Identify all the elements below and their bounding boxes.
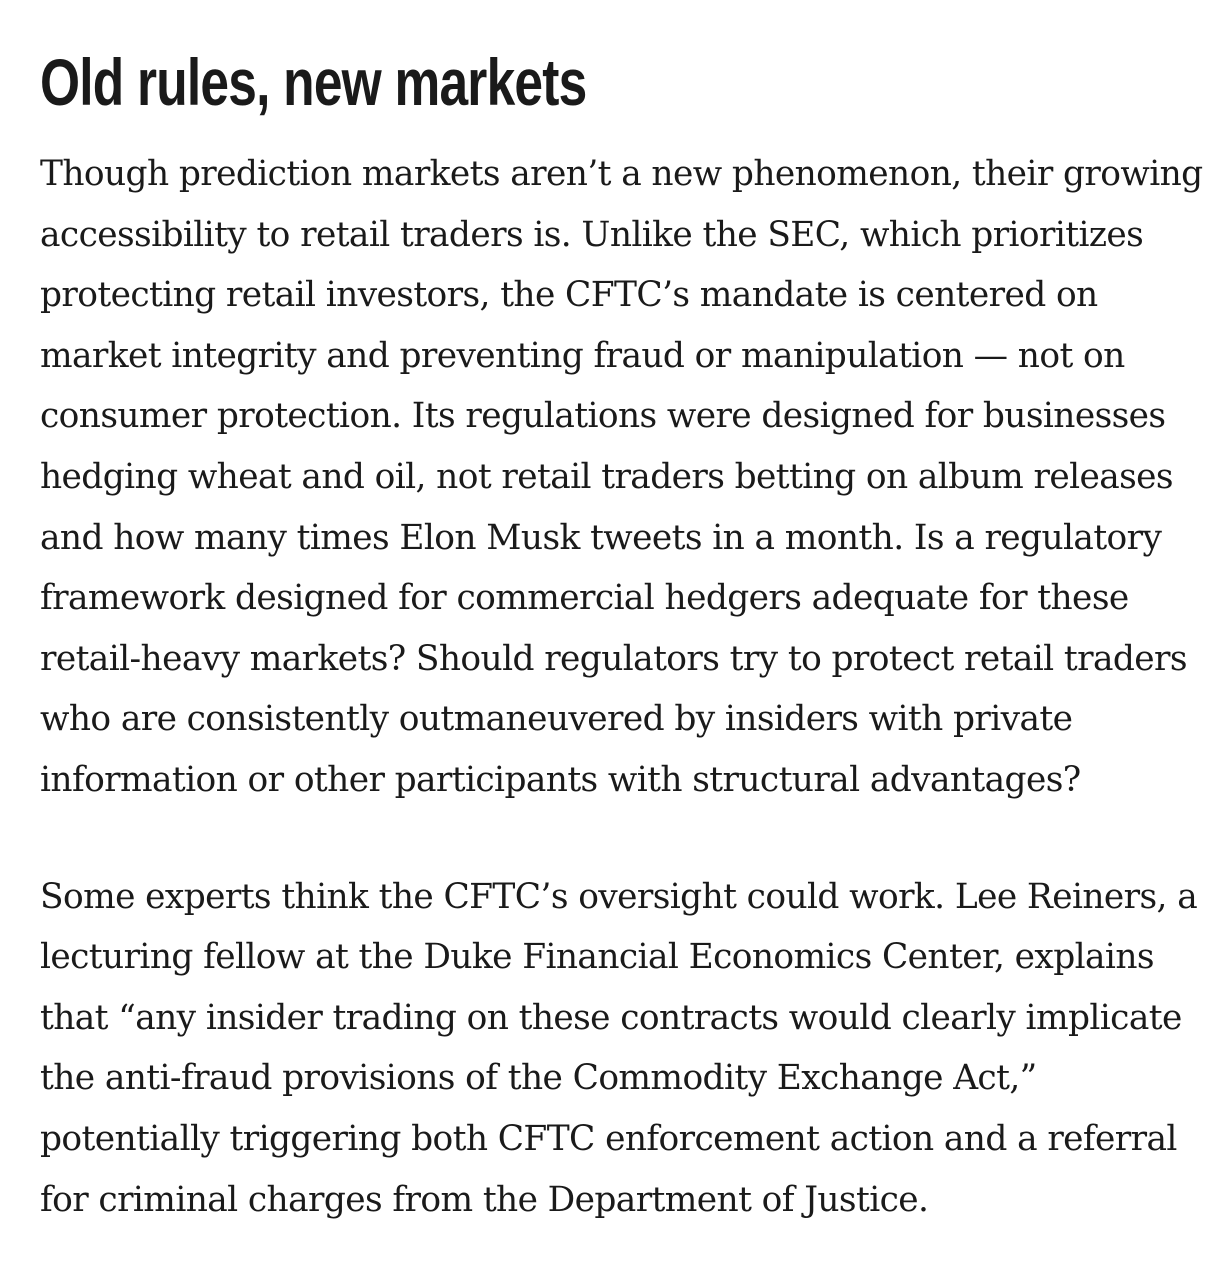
paragraph-line: lecturing fellow at the Duke Financial Economics Center, explains	[40, 937, 1154, 978]
paragraph-line: market integrity and preventing fraud or manipulation — not on	[40, 335, 1125, 376]
paragraph-line: accessibility to retail traders is. Unlike the SEC, which prioritizes	[40, 214, 1144, 255]
paragraph-line: potentially triggering both CFTC enforcement action and a referral	[40, 1118, 1177, 1159]
paragraph-line: consumer protection. Its regulations were designed for businesses	[40, 396, 1166, 437]
article-section	[40, 38, 1210, 1230]
paragraph-line: who are consistently outmaneuvered by insiders with private	[40, 699, 1073, 740]
paragraph-line: retail-heavy markets? Should regulators try to protect retail traders	[40, 638, 1187, 679]
paragraph-line: the anti-fraud provisions of the Commodity Exchange Act,”	[40, 1058, 1037, 1099]
paragraph-line: that “any insider trading on these contracts would clearly implicate	[40, 997, 1182, 1038]
paragraph-line: and how many times Elon Musk tweets in a month. Is a regulatory	[40, 517, 1162, 558]
paragraph-line: information or other participants with structural advantages?	[40, 759, 1081, 800]
paragraph-line: protecting retail investors, the CFTC’s mandate is centered on	[40, 275, 1098, 316]
paragraph-line: framework designed for commercial hedgers adequate for these	[40, 578, 1129, 619]
paragraph-2	[40, 867, 1210, 1231]
paragraph-line: hedging wheat and oil, not retail traders betting on album releases	[40, 456, 1173, 497]
paragraph-line: Though prediction markets aren’t a new phenomenon, their growing	[40, 154, 1203, 194]
section-heading: Old rules, new markets	[40, 45, 587, 119]
paragraph-line: for criminal charges from the Department of Justice.	[40, 1179, 929, 1220]
paragraph-1	[40, 144, 1210, 811]
paragraph-line: Some experts think the CFTC’s oversight could work. Lee Reiners, a	[40, 876, 1198, 917]
